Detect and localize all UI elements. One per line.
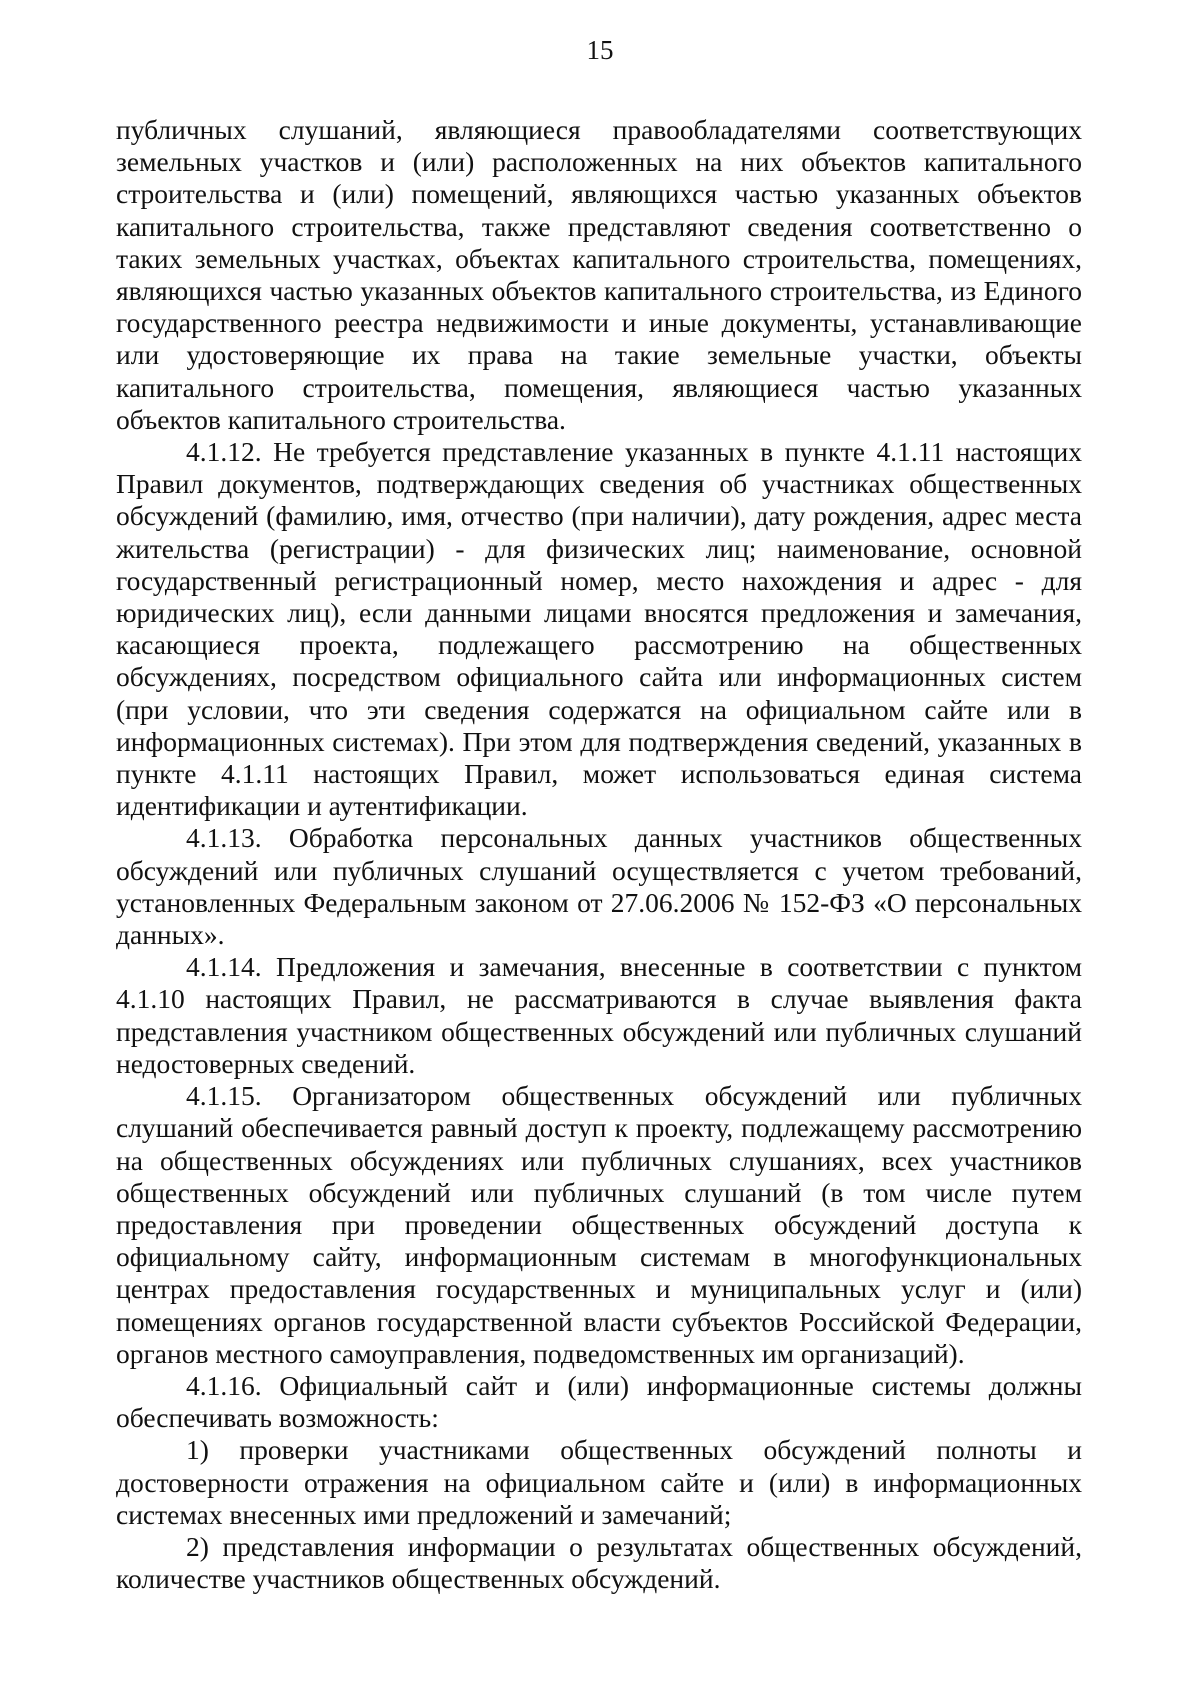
list-item-2: 2) представления информации о результатах общественных обсуждений, количестве участников общественных обсуждений.	[116, 1530, 1082, 1595]
document-body	[116, 114, 1082, 1595]
paragraph-4-1-14: 4.1.14. Предложения и замечания, внесенные в соответствии с пунктом 4.1.10 настоящих Правил, не рассматриваются в случае выявления факта представления участником общественных обсуждений или публичных слушаний недостоверных сведений.	[116, 951, 1082, 1079]
list-item-1: 1) проверки участниками общественных обсуждений полноты и достоверности отражения на официальном сайте и (или) в информационных системах внесенных ими предложений и замечаний;	[116, 1434, 1082, 1530]
paragraph-4-1-15: 4.1.15. Организатором общественных обсуждений или публичных слушаний обеспечивается равный доступ к проекту, подлежащему рассмотрению на общественных обсуждениях или публичных слушаниях, всех участников общественных обсуждений или публичных слушаний (в том числе путем предоставления при проведении общественных обсуждений доступа к официальному сайту, информационным системам в многофункциональных центрах предоставления государственных и муниципальных услуг и (или) помещениях органов государственной власти субъектов Российской Федерации, органов местного самоуправления, подведомственных им организаций).	[116, 1080, 1082, 1369]
paragraph-4-1-13: 4.1.13. Обработка персональных данных участников общественных обсуждений или публичных слушаний осуществляется с учетом требований, установленных Федеральным законом от 27.06.2006 № 152-ФЗ «О персональных данных».	[116, 822, 1082, 951]
paragraph-4-1-12: 4.1.12. Не требуется представление указанных в пункте 4.1.11 настоящих Правил документов, подтверждающих сведения об участниках общественных обсуждений (фамилию, имя, отчество (при наличии), дату рождения, адрес места жительства (регистрации) - для физических лиц; наименование, основной государственный регистрационный номер, место нахождения и адрес - для юридических лиц), если данными лицами вносятся предложения и замечания, касающиеся проекта, подлежащего рассмотрению на общественных обсуждениях, посредством официального сайта или информационных систем (при условии, что эти сведения содержатся на официальном сайте или в информационных системах). При этом для подтверждения сведений, указанных в пункте 4.1.11 настоящих Правил, может использоваться единая система идентификации и аутентификации.	[116, 436, 1082, 822]
paragraph-4-1-16: 4.1.16. Официальный сайт и (или) информационные системы должны обеспечивать возможность:	[116, 1369, 1082, 1434]
page-number: 15	[586, 35, 614, 65]
paragraph-continuation: публичных слушаний, являющиеся правообладателями соответствующих земельных участков и (или) расположенных на них объектов капитального строительства и (или) помещений, являющихся частью указанных объектов капитального строительства, также представляют сведения соответственно о таких земельных участках, объектах капитального строительства, помещениях, являющихся частью указанных объектов капитального строительства, из Единого государственного реестра недвижимости и иные документы, устанавливающие или удостоверяющие их права на такие земельные участки, объекты капитального строительства, помещения, являющиеся частью указанных объектов капитального строительства.	[116, 114, 1082, 435]
